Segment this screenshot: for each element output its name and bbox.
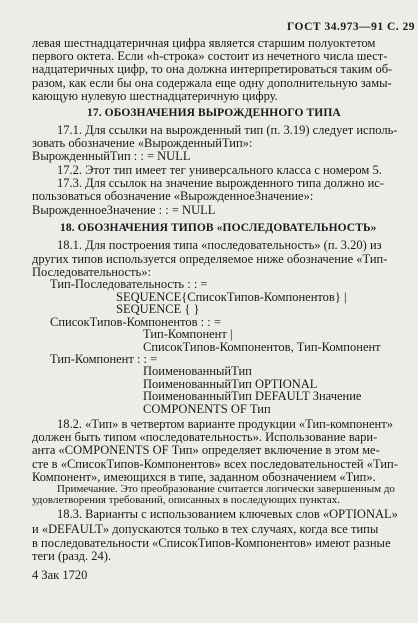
- grammar-lhs: СписокТипов-Компонентов : : =: [50, 314, 221, 329]
- paragraph-line: 17.3. Для ссылок на значение вырожденного типа должно ис-: [57, 176, 385, 191]
- paragraph-line: сте в «СписокТипов-Компонентов» всех последовательностей «Тип-: [32, 456, 398, 471]
- grammar-alternative: SEQUENCE{СписокТипов-Компонентов} |: [116, 289, 347, 304]
- grammar-alternative: Тип-Компонент |: [143, 327, 233, 342]
- paragraph-line: в последовательности «СписокТипов-Компонентов» имеют разные: [32, 535, 391, 550]
- page-header: ГОСТ 34.973—91 С. 29: [287, 21, 416, 33]
- page-footer: 4 Зак 1720: [32, 568, 88, 583]
- grammar-alternative: ПоименованныйТип: [143, 364, 252, 379]
- grammar-lhs: Тип-Компонент : : =: [50, 352, 158, 366]
- paragraph-line: 17.1. Для ссылки на вырожденный тип (п. 3.19) следует исполь-: [57, 122, 398, 137]
- paragraph-line: надцатеричных цифр, то она должна интерпретироваться таким об-: [32, 62, 393, 77]
- grammar-rule: ВырожденноеЗначение : : = NULL: [32, 202, 216, 217]
- grammar-alternative: SEQUENCE { }: [116, 302, 200, 317]
- grammar-alternative: СписокТипов-Компонентов, Тип-Компонент: [143, 339, 381, 354]
- paragraph-line: Последовательность»:: [32, 264, 151, 279]
- grammar-rule: ВырожденныйТип : : = NULL: [32, 149, 191, 164]
- paragraph-line: зовать обозначение «ВырожденныйТип»:: [32, 136, 253, 151]
- paragraph-line: Компонент», имеющихся в типе, заданном обозначением «Тип».: [32, 469, 376, 484]
- paragraph-line: анта «COMPONENTS OF Тип» определяет включение в этом ме-: [32, 443, 380, 458]
- paragraph-line: теги (разд. 24).: [32, 549, 112, 564]
- grammar-alternative: ПоименованныйТип DEFAULT Значение: [143, 389, 362, 404]
- paragraph-line: разом, как если бы она содержала еще одну дополнительную замы-: [32, 75, 392, 90]
- note-line: удовлетворения требований, описанных в последующих пунктах.: [32, 493, 340, 506]
- paragraph-line: 18.1. Для построения типа «последовательность» (п. 3.20) из: [57, 238, 382, 253]
- paragraph-line: 18.3. Варианты с использованием ключевых слов «OPTIONAL»: [57, 507, 398, 522]
- section-heading-17: 17. ОБОЗНАЧЕНИЯ ВЫРОЖДЕННОГО ТИПА: [87, 107, 341, 120]
- grammar-alternative: ПоименованныйТип OPTIONAL: [143, 376, 318, 391]
- paragraph-line: кающую нулевую шестнадцатеричную цифру.: [32, 88, 278, 103]
- grammar-alternative: COMPONENTS OF Тип: [143, 401, 271, 416]
- paragraph-line: должен быть типом «последовательность». Использование вари-: [32, 430, 378, 445]
- note-line: Примечание. Это преобразование считается логически завершенным до: [57, 483, 395, 496]
- grammar-lhs: Тип-Последовательность : : =: [50, 277, 208, 292]
- paragraph-line: и «DEFAULT» допускаются только в тех случаях, когда все типы: [32, 522, 379, 537]
- paragraph-line: других типов используется определяемое ниже обозначение «Тип-: [32, 251, 388, 266]
- paragraph-line: 17.2. Этот тип имеет тег универсального класса с номером 5.: [57, 162, 382, 177]
- paragraph-line: левая шестнадцатеричная цифра является старшим полуоктетом: [32, 35, 376, 50]
- section-heading-18: 18. ОБОЗНАЧЕНИЯ ТИПОВ «ПОСЛЕДОВАТЕЛЬНОСТЬ»: [60, 221, 377, 234]
- paragraph-line: пользоваться обозначение «ВырожденноеЗначение»:: [32, 189, 314, 204]
- paragraph-line: 18.2. «Тип» в четвертом варианте продукции «Тип-компонент»: [57, 416, 393, 431]
- paragraph-line: первого октета. Если «h-строка» состоит из нечетного числа шест-: [32, 49, 388, 64]
